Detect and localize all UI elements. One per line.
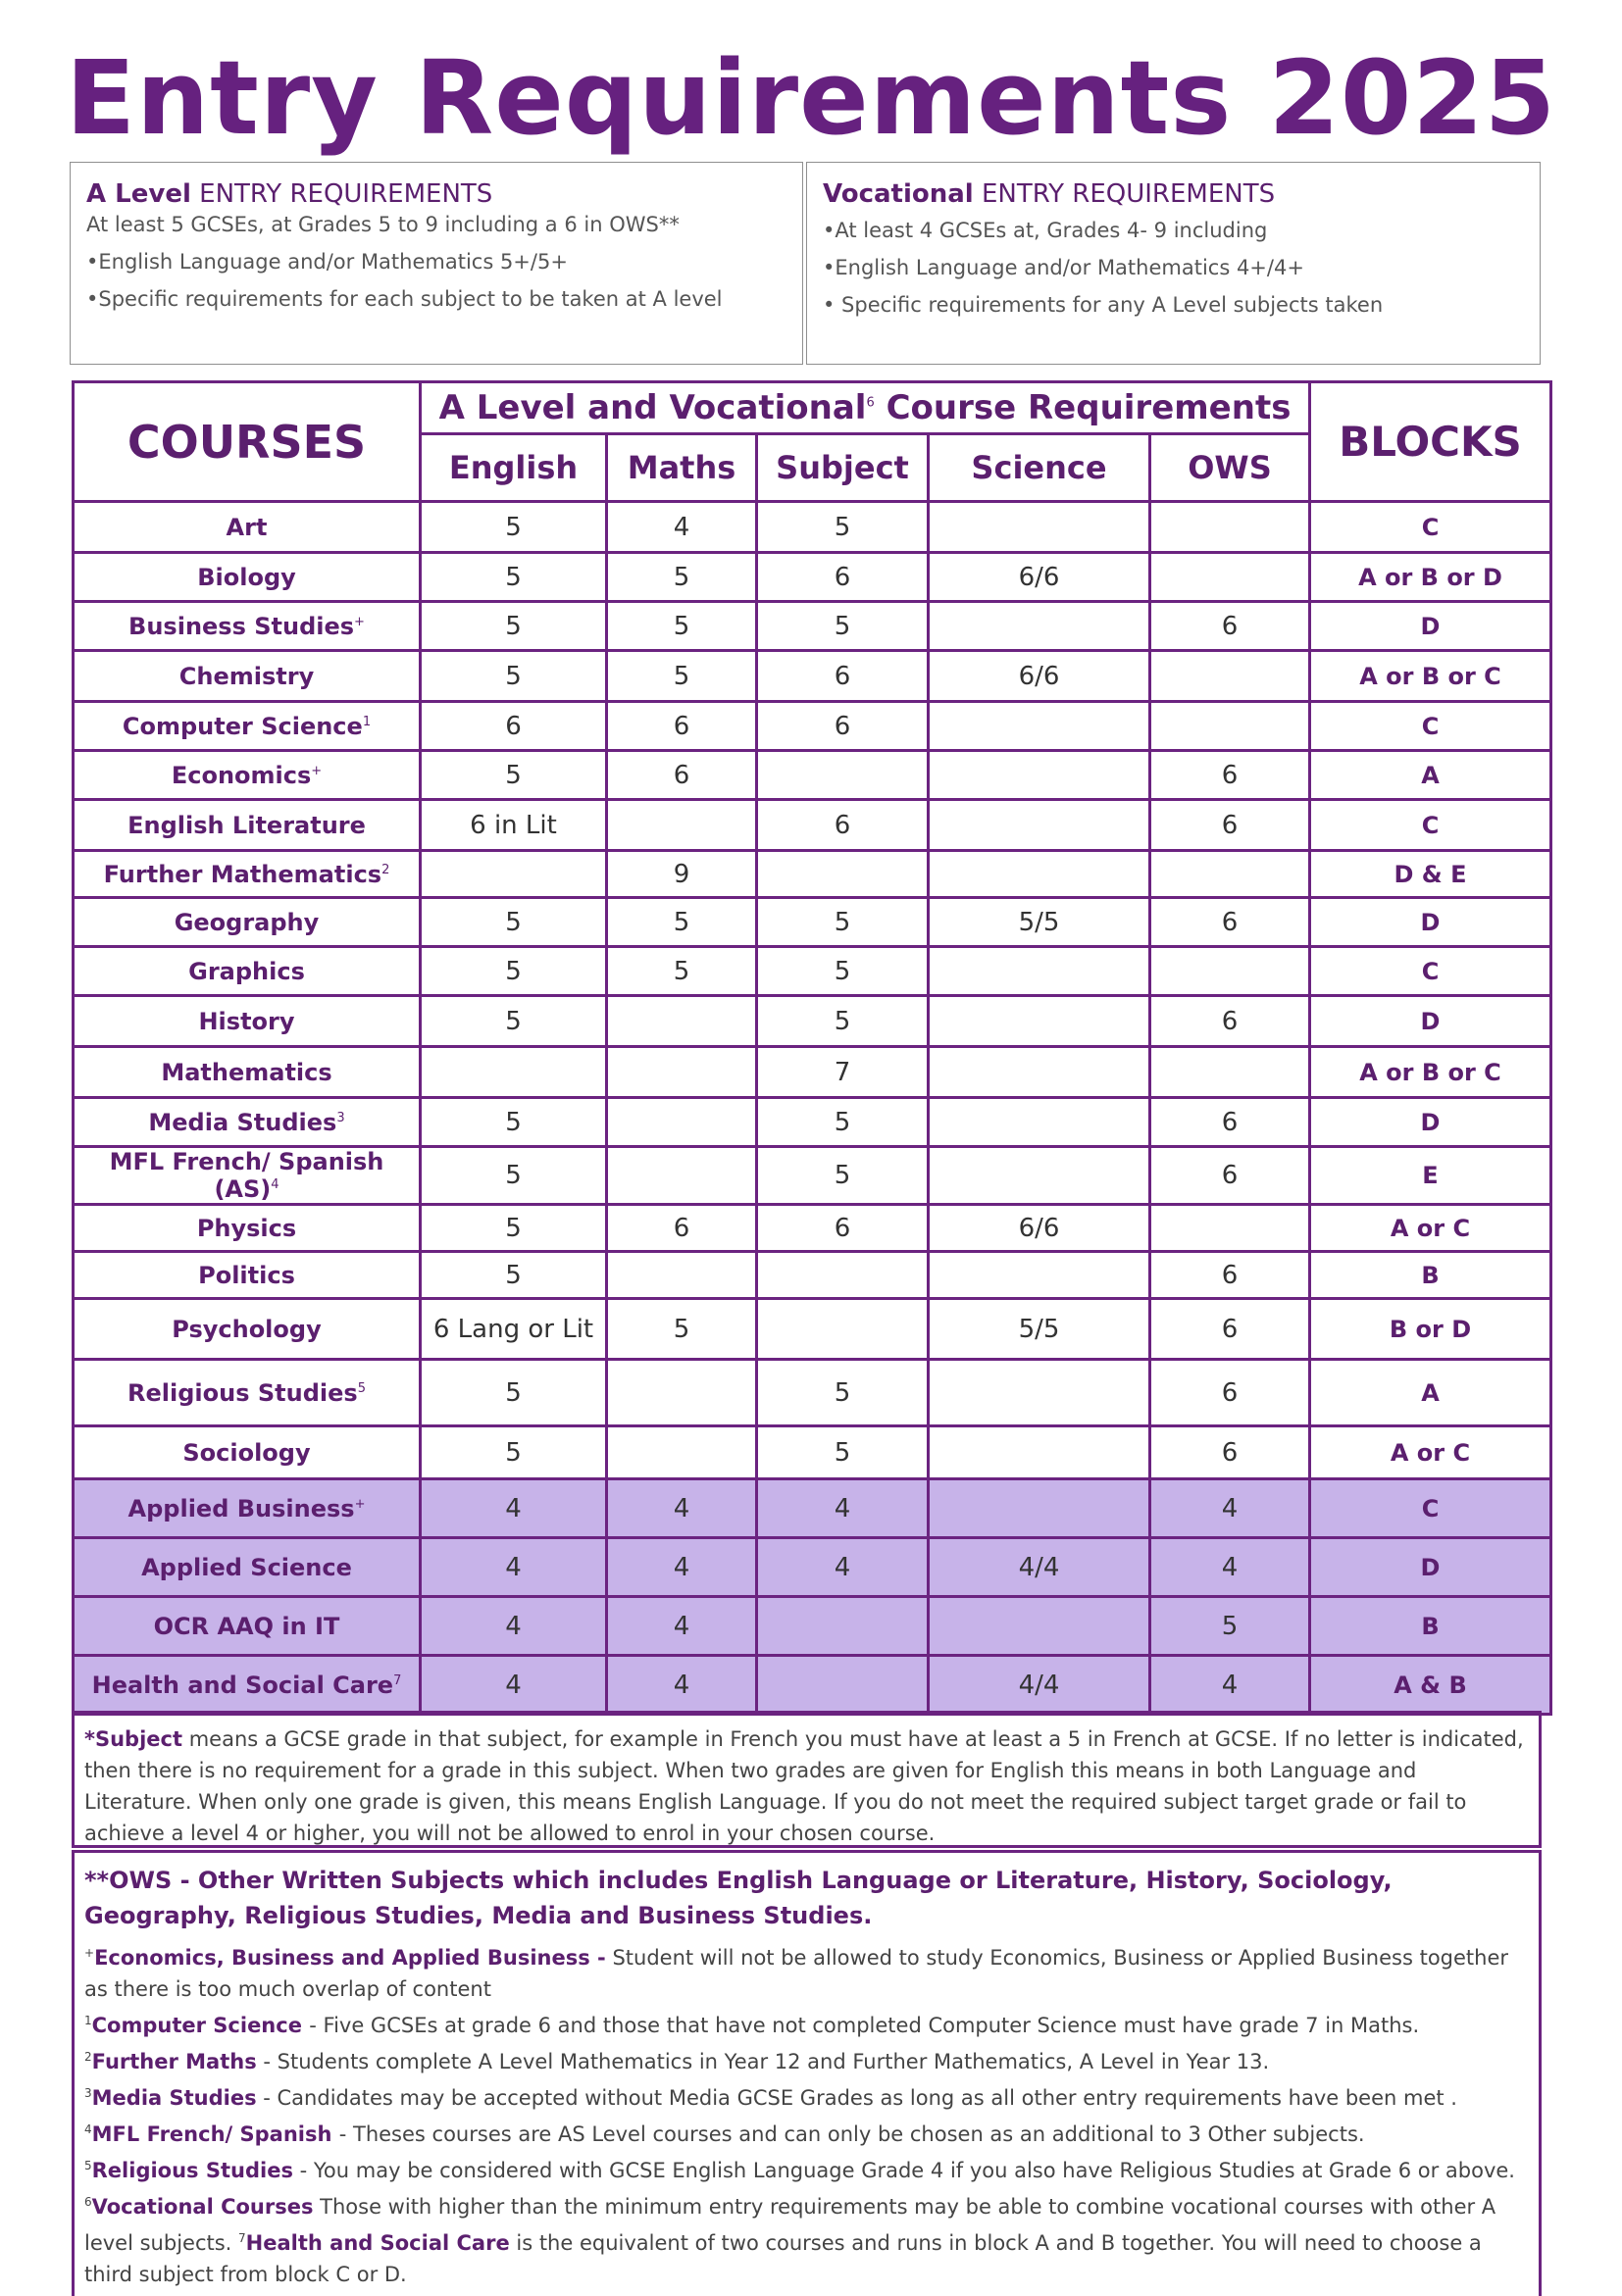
footnote-bold: Media Studies: [91, 2086, 257, 2110]
footnote-text2: is the equivalent of two courses and runs in block A and B together. You will need to choose a third subject from block C or D.: [84, 2231, 1482, 2286]
course-row: [74, 1538, 1551, 1597]
grade-cell-maths: [607, 996, 757, 1047]
grade-cell-english: 5: [421, 602, 607, 651]
course-name: Biology: [197, 563, 296, 591]
course-row: [74, 602, 1551, 651]
course-row: [74, 702, 1551, 751]
course-name: Health and Social Care: [91, 1671, 394, 1699]
grade-cell-maths: 4: [607, 502, 757, 553]
grade-cell-ows: 6: [1150, 1252, 1310, 1299]
course-row: [74, 553, 1551, 602]
footnote-sup: 2: [84, 2050, 92, 2064]
course-name: Geography: [174, 908, 320, 936]
course-row: [74, 947, 1551, 996]
course-name-cell: [74, 602, 421, 651]
grade-cell-english: 5: [421, 502, 607, 553]
vocational-heading-bold: Vocational: [823, 179, 974, 209]
footnote-text: - Theses courses are AS Level courses and can only be chosen as an additional to 3 Other subjects.: [338, 2122, 1365, 2146]
course-row: [74, 1098, 1551, 1147]
grade-cell-ows: 6: [1150, 898, 1310, 947]
blocks-cell: C: [1310, 702, 1551, 751]
grade-cell-science: 5/5: [929, 1299, 1150, 1360]
course-footnote-marker: +: [311, 763, 323, 778]
grade-cell-english: 5: [421, 996, 607, 1047]
column-header-ows: OWS: [1150, 434, 1310, 502]
grade-cell-ows: [1150, 1047, 1310, 1098]
course-row: [74, 1479, 1551, 1538]
grade-cell-english: 5: [421, 1205, 607, 1252]
grade-cell-subject: 5: [757, 1098, 929, 1147]
grade-cell-english: 6 Lang or Lit: [421, 1299, 607, 1360]
course-row: [74, 502, 1551, 553]
footnote-bold: Vocational Courses: [91, 2195, 314, 2219]
grade-cell-subject: 5: [757, 947, 929, 996]
grade-cell-subject: 6: [757, 702, 929, 751]
grade-cell-science: 6/6: [929, 1205, 1150, 1252]
grade-cell-ows: 6: [1150, 602, 1310, 651]
grade-cell-maths: 5: [607, 651, 757, 702]
course-name: Further Mathematics: [103, 860, 382, 888]
grade-cell-maths: 4: [607, 1479, 757, 1538]
group-header-part: Course Requirements: [874, 388, 1292, 427]
course-name-cell: [74, 1656, 421, 1715]
grade-cell-subject: 5: [757, 996, 929, 1047]
footnote-sup: 1: [84, 2014, 92, 2027]
course-row: [74, 1299, 1551, 1360]
grade-cell-ows: 6: [1150, 1098, 1310, 1147]
grade-cell-subject: 5: [757, 1147, 929, 1205]
blocks-cell: D: [1310, 1538, 1551, 1597]
course-row: [74, 1656, 1551, 1715]
course-name-cell: [74, 1597, 421, 1656]
footnote-sup: 4: [84, 2122, 92, 2136]
grade-cell-maths: [607, 800, 757, 851]
grade-cell-subject: [757, 851, 929, 898]
blocks-cell: C: [1310, 502, 1551, 553]
grade-cell-maths: [607, 1147, 757, 1205]
grade-cell-english: 5: [421, 1426, 607, 1479]
blocks-cell: D: [1310, 898, 1551, 947]
a-level-line: At least 5 GCSEs, at Grades 5 to 9 including a 6 in OWS**: [86, 213, 680, 236]
course-name-cell: [74, 1252, 421, 1299]
column-header-science: Science: [929, 434, 1150, 502]
grade-cell-english: 5: [421, 1098, 607, 1147]
grade-cell-subject: [757, 751, 929, 800]
grade-cell-english: 5: [421, 651, 607, 702]
footnote-text: - Candidates may be accepted without Media GCSE Grades as long as all other entry requirements have been met .: [256, 2086, 1457, 2110]
grade-cell-science: [929, 996, 1150, 1047]
a-level-line: •English Language and/or Mathematics 5+/5+: [86, 250, 568, 274]
subject-note-text: means a GCSE grade in that subject, for example in French you must have at least a 5 in French at GCSE. If no letter is indicated, then there is no requirement for a grade in this subject. When two grades are given for English this means in both Language and Literature. When only one grade is given, this means English Language. If you do not meet the required subject target grade or fail to achieve a level 4 or higher, you will not be allowed to enrol in your chosen course.: [84, 1727, 1524, 1845]
vocational-line: • Specific requirements for any A Level subjects taken: [823, 293, 1384, 317]
blocks-cell: A & B: [1310, 1656, 1551, 1715]
course-name-cell: [74, 1047, 421, 1098]
blocks-cell: D: [1310, 1098, 1551, 1147]
blocks-cell: B: [1310, 1597, 1551, 1656]
grade-cell-english: 4: [421, 1538, 607, 1597]
grade-cell-ows: 6: [1150, 1299, 1310, 1360]
footnotes-box: [72, 1850, 1542, 2296]
vocational-line: •English Language and/or Mathematics 4+/4+: [823, 256, 1304, 279]
course-name-cell: [74, 1098, 421, 1147]
grade-cell-maths: 5: [607, 947, 757, 996]
course-name: OCR AAQ in IT: [153, 1612, 340, 1640]
footnote-text: Student will not be allowed to study Economics, Business or Applied Business together as there is too much overlap of content: [84, 1946, 1509, 2001]
ows-note: **OWS - Other Written Subjects which includes English Language or Literature, History, Sociology, Geography, Religious Studies, Media and Business Studies.: [84, 1867, 1393, 1929]
course-name-cell: [74, 1299, 421, 1360]
grade-cell-ows: 6: [1150, 996, 1310, 1047]
course-requirements-group-header: [421, 382, 1310, 434]
course-name: Business Studies: [128, 612, 355, 640]
grade-cell-subject: 5: [757, 1426, 929, 1479]
course-footnote-marker: 1: [362, 714, 372, 729]
course-name: Sociology: [182, 1438, 311, 1467]
course-name: Graphics: [188, 957, 305, 985]
grade-cell-science: [929, 1147, 1150, 1205]
grade-cell-science: [929, 502, 1150, 553]
subject-note-bold: *Subject: [84, 1727, 183, 1751]
footnote-sup: 6: [84, 2195, 92, 2209]
course-name: Religious Studies: [127, 1378, 358, 1407]
course-row: [74, 1426, 1551, 1479]
grade-cell-ows: 6: [1150, 1426, 1310, 1479]
grade-cell-subject: 5: [757, 898, 929, 947]
grade-cell-maths: 4: [607, 1538, 757, 1597]
footnote: [84, 2150, 1529, 2186]
grade-cell-maths: 4: [607, 1597, 757, 1656]
course-name-cell: [74, 1360, 421, 1426]
blocks-cell: B or D: [1310, 1299, 1551, 1360]
footnote: [84, 2186, 1529, 2290]
blocks-cell: C: [1310, 1479, 1551, 1538]
footnote-text: - You may be considered with GCSE English Language Grade 4 if you also have Religious Studies at Grade 6 or above.: [292, 2159, 1515, 2182]
course-footnote-marker: 3: [336, 1110, 345, 1125]
course-footnote-marker: 4: [271, 1177, 279, 1192]
course-row: [74, 1205, 1551, 1252]
course-row: [74, 1252, 1551, 1299]
a-level-requirements-box: [70, 162, 803, 365]
course-name-cell: [74, 1205, 421, 1252]
grade-cell-maths: [607, 1047, 757, 1098]
course-name-cell: [74, 553, 421, 602]
grade-cell-maths: [607, 1360, 757, 1426]
blocks-cell: A or C: [1310, 1426, 1551, 1479]
grade-cell-maths: 6: [607, 751, 757, 800]
course-footnote-marker: 5: [357, 1380, 366, 1396]
grade-cell-english: 5: [421, 1147, 607, 1205]
grade-cell-subject: 5: [757, 602, 929, 651]
grade-cell-english: [421, 1047, 607, 1098]
grade-cell-english: 5: [421, 1252, 607, 1299]
grade-cell-ows: [1150, 947, 1310, 996]
course-name: Chemistry: [178, 662, 315, 690]
grade-cell-science: 6/6: [929, 651, 1150, 702]
course-name-cell: [74, 947, 421, 996]
grade-cell-english: 4: [421, 1597, 607, 1656]
grade-cell-english: 5: [421, 553, 607, 602]
course-footnote-marker: 7: [393, 1672, 402, 1688]
grade-cell-ows: [1150, 651, 1310, 702]
column-header-english: English: [421, 434, 607, 502]
grade-cell-maths: [607, 1098, 757, 1147]
course-row: [74, 751, 1551, 800]
grade-cell-english: [421, 851, 607, 898]
footnote-sup: 5: [84, 2159, 92, 2172]
blocks-cell: A: [1310, 1360, 1551, 1426]
course-footnote-marker: 2: [381, 862, 390, 877]
footnote: [84, 1937, 1529, 2005]
footnote-bold: Computer Science: [91, 2014, 310, 2037]
grade-cell-science: [929, 1426, 1150, 1479]
footnote: [84, 2077, 1529, 2114]
blocks-cell: D: [1310, 996, 1551, 1047]
grade-cell-science: [929, 800, 1150, 851]
grade-cell-ows: [1150, 553, 1310, 602]
footnote-sup2: 7: [238, 2231, 246, 2245]
footnote-text: - Five GCSEs at grade 6 and those that have not completed Computer Science must have grade 7 in Maths.: [309, 2014, 1420, 2037]
footnote-text: Those with higher than the minimum entry requirements may be able to combine vocational courses with other A level subjects.: [84, 2195, 1496, 2255]
grade-cell-english: 5: [421, 1360, 607, 1426]
grade-cell-maths: 9: [607, 851, 757, 898]
grade-cell-science: [929, 947, 1150, 996]
footnote-bold: Economics, Business and Applied Business -: [94, 1946, 606, 1970]
course-name-cell: [74, 898, 421, 947]
column-header-maths: Maths: [607, 434, 757, 502]
grade-cell-subject: 5: [757, 502, 929, 553]
course-name-cell: [74, 1147, 421, 1205]
course-name-cell: [74, 502, 421, 553]
group-header-sup: 6: [866, 395, 875, 411]
footnote-text: - Students complete A Level Mathematics in Year 12 and Further Mathematics, A Level in Year 13.: [256, 2050, 1270, 2073]
course-row: [74, 1597, 1551, 1656]
grade-cell-science: [929, 1098, 1150, 1147]
course-name: Applied Business: [127, 1494, 355, 1522]
a-level-heading-bold: A Level: [86, 179, 191, 209]
grade-cell-science: 5/5: [929, 898, 1150, 947]
blocks-cell: A or B or C: [1310, 651, 1551, 702]
course-name: Politics: [198, 1261, 295, 1289]
grade-cell-maths: 4: [607, 1656, 757, 1715]
course-row: [74, 996, 1551, 1047]
footnote-bold: MFL French/ Spanish: [91, 2122, 339, 2146]
course-name-cell: [74, 800, 421, 851]
footnote-list: [84, 1937, 1529, 2290]
courses-header: COURSES: [74, 382, 421, 502]
grade-cell-ows: 4: [1150, 1538, 1310, 1597]
grade-cell-maths: 6: [607, 702, 757, 751]
grade-cell-science: [929, 1597, 1150, 1656]
grade-cell-science: [929, 1360, 1150, 1426]
blocks-cell: A or B or D: [1310, 553, 1551, 602]
a-level-heading-rest: ENTRY REQUIREMENTS: [190, 179, 493, 209]
footnote: [84, 2005, 1529, 2041]
blocks-cell: D: [1310, 602, 1551, 651]
blocks-cell: E: [1310, 1147, 1551, 1205]
a-level-line: •Specific requirements for each subject to be taken at A level: [86, 287, 723, 311]
grade-cell-subject: 6: [757, 651, 929, 702]
page-title: Entry Requirements 2025: [66, 38, 1556, 158]
course-name-cell: [74, 851, 421, 898]
course-row: [74, 898, 1551, 947]
course-name-cell: [74, 702, 421, 751]
vocational-requirements-box: [806, 162, 1541, 365]
course-name: Art: [226, 513, 268, 541]
grade-cell-subject: 6: [757, 553, 929, 602]
course-name: Applied Science: [141, 1553, 352, 1581]
course-name: History: [198, 1007, 295, 1035]
course-row: [74, 851, 1551, 898]
grade-cell-subject: [757, 1299, 929, 1360]
grade-cell-english: 6: [421, 702, 607, 751]
group-header-part: A Level and Vocational: [438, 388, 867, 427]
vocational-line: •At least 4 GCSEs at, Grades 4- 9 including: [823, 219, 1268, 242]
vocational-heading-rest: ENTRY REQUIREMENTS: [973, 179, 1276, 209]
course-name-cell: [74, 1479, 421, 1538]
footnote-bold: Religious Studies: [91, 2159, 293, 2182]
grade-cell-ows: 6: [1150, 800, 1310, 851]
footnote-bold: Further Maths: [91, 2050, 257, 2073]
grade-cell-subject: [757, 1597, 929, 1656]
course-row: [74, 1147, 1551, 1205]
grade-cell-subject: 7: [757, 1047, 929, 1098]
vocational-box-heading: [823, 178, 1540, 210]
grade-cell-subject: [757, 1252, 929, 1299]
grade-cell-maths: 5: [607, 898, 757, 947]
grade-cell-science: 4/4: [929, 1538, 1150, 1597]
a-level-box-heading: [86, 178, 802, 210]
blocks-cell: A: [1310, 751, 1551, 800]
grade-cell-english: 6 in Lit: [421, 800, 607, 851]
grade-cell-science: [929, 1252, 1150, 1299]
grade-cell-maths: 6: [607, 1205, 757, 1252]
blocks-cell: A or B or C: [1310, 1047, 1551, 1098]
grade-cell-ows: [1150, 1205, 1310, 1252]
grade-cell-maths: [607, 1252, 757, 1299]
course-footnote-marker: +: [354, 614, 365, 629]
grade-cell-maths: 5: [607, 1299, 757, 1360]
grade-cell-ows: 6: [1150, 1360, 1310, 1426]
grade-cell-subject: 6: [757, 800, 929, 851]
blocks-cell: B: [1310, 1252, 1551, 1299]
subject-note: [84, 1723, 1529, 1849]
blocks-header: BLOCKS: [1310, 382, 1551, 502]
course-name-cell: [74, 751, 421, 800]
course-name: Economics: [171, 761, 312, 789]
grade-cell-ows: [1150, 702, 1310, 751]
course-name: MFL French/ Spanish (AS): [109, 1148, 384, 1203]
grade-cell-science: [929, 702, 1150, 751]
grade-cell-ows: 6: [1150, 751, 1310, 800]
footnote: [84, 2114, 1529, 2150]
column-header-subject: Subject: [757, 434, 929, 502]
grade-cell-subject: 6: [757, 1205, 929, 1252]
grade-cell-subject: [757, 1656, 929, 1715]
course-row: [74, 651, 1551, 702]
grade-cell-ows: 5: [1150, 1597, 1310, 1656]
course-name-cell: [74, 651, 421, 702]
footnote: [84, 2041, 1529, 2077]
course-name-cell: [74, 1538, 421, 1597]
grade-cell-ows: [1150, 851, 1310, 898]
grade-cell-subject: 4: [757, 1479, 929, 1538]
grade-cell-ows: 4: [1150, 1656, 1310, 1715]
grade-cell-english: 5: [421, 898, 607, 947]
grade-cell-english: 5: [421, 751, 607, 800]
grade-cell-science: 4/4: [929, 1656, 1150, 1715]
grade-cell-science: [929, 1479, 1150, 1538]
course-name: Media Studies: [148, 1108, 337, 1136]
grade-cell-english: 4: [421, 1656, 607, 1715]
grade-cell-science: 6/6: [929, 553, 1150, 602]
course-row: [74, 1360, 1551, 1426]
course-table-body: [74, 502, 1551, 1715]
grade-cell-science: [929, 1047, 1150, 1098]
grade-cell-maths: 5: [607, 553, 757, 602]
subject-note-box: [72, 1711, 1542, 1848]
blocks-cell: D & E: [1310, 851, 1551, 898]
grade-cell-science: [929, 851, 1150, 898]
blocks-cell: C: [1310, 947, 1551, 996]
course-name-cell: [74, 996, 421, 1047]
grade-cell-maths: 5: [607, 602, 757, 651]
course-name: Mathematics: [161, 1058, 332, 1086]
course-name-cell: [74, 1426, 421, 1479]
grade-cell-science: [929, 602, 1150, 651]
grade-cell-english: 5: [421, 947, 607, 996]
grade-cell-ows: 4: [1150, 1479, 1310, 1538]
grade-cell-subject: 4: [757, 1538, 929, 1597]
footnote-bold2: Health and Social Care: [245, 2231, 510, 2255]
course-row: [74, 800, 1551, 851]
grade-cell-ows: 6: [1150, 1147, 1310, 1205]
blocks-cell: A or C: [1310, 1205, 1551, 1252]
footnote-sup: +: [84, 1946, 95, 1960]
grade-cell-maths: [607, 1426, 757, 1479]
course-name: English Literature: [127, 811, 366, 839]
grade-cell-science: [929, 751, 1150, 800]
course-row: [74, 1047, 1551, 1098]
course-requirements-table: [72, 380, 1552, 1716]
course-name: Physics: [196, 1214, 297, 1242]
grade-cell-ows: [1150, 502, 1310, 553]
course-footnote-marker: +: [354, 1496, 366, 1512]
blocks-cell: C: [1310, 800, 1551, 851]
grade-cell-english: 4: [421, 1479, 607, 1538]
course-name: Computer Science: [122, 712, 363, 740]
grade-cell-subject: 5: [757, 1360, 929, 1426]
footnote-sup: 3: [84, 2086, 92, 2100]
course-name: Psychology: [172, 1315, 322, 1343]
